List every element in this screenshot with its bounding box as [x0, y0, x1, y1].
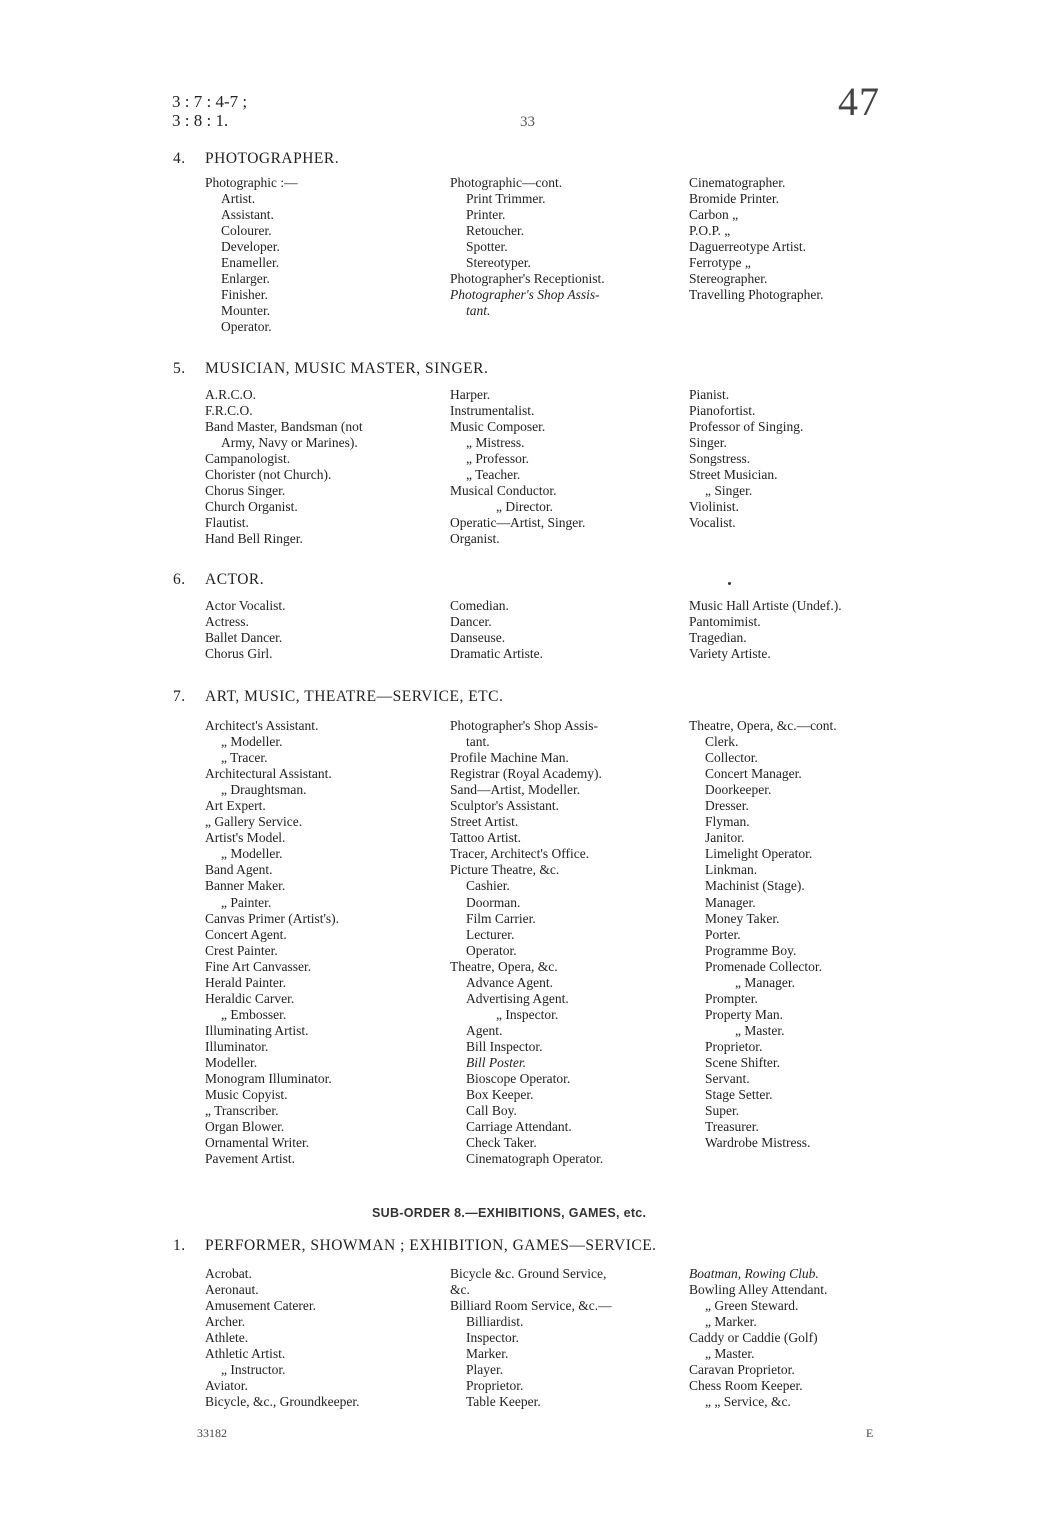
occupation-entry: „ Gallery Service.: [205, 814, 303, 830]
section-title: MUSICIAN, MUSIC MASTER, SINGER.: [205, 360, 489, 377]
column-1: [205, 598, 286, 662]
occupation-entry: Athlete.: [205, 1330, 249, 1346]
footer-print-number: 33182: [197, 1426, 227, 1440]
occupation-entry: Proprietor.: [466, 1378, 524, 1394]
occupation-entry: Ferrotype „: [689, 255, 751, 271]
occupation-entry: Banner Maker.: [205, 878, 286, 894]
occupation-entry: Property Man.: [705, 1006, 783, 1022]
occupation-entry: Finisher.: [221, 287, 268, 303]
occupation-entry: Machinist (Stage).: [705, 878, 805, 894]
section-number: 1.: [173, 1237, 186, 1254]
occupation-entry: „ Singer.: [705, 483, 753, 499]
occupation-entry: Cashier.: [466, 878, 510, 894]
column-2: [450, 1266, 612, 1410]
occupation-entry: „ Marker.: [705, 1314, 757, 1330]
occupation-entry: Proprietor.: [705, 1038, 763, 1054]
occupation-entry: Harper.: [450, 387, 491, 402]
occupation-entry: „ Green Steward.: [705, 1298, 799, 1314]
occupation-entry: Singer.: [689, 435, 727, 451]
occupation-entry: Acrobat.: [205, 1266, 252, 1281]
occupation-entry: Box Keeper.: [466, 1087, 534, 1103]
column-3: [689, 1266, 827, 1410]
occupation-entry: Illuminator.: [205, 1038, 269, 1054]
occupation-entry: Athletic Artist.: [205, 1346, 286, 1362]
occupation-entry: „ Painter.: [221, 894, 272, 910]
occupation-entry: Comedian.: [450, 598, 509, 613]
occupation-entry: Picture Theatre, &c.: [450, 862, 560, 878]
occupation-entry: Daguerreotype Artist.: [689, 239, 806, 255]
occupation-entry: „ Transcriber.: [205, 1103, 279, 1119]
occupation-entry: Bill Inspector.: [466, 1038, 543, 1054]
occupation-entry: Assistant.: [221, 207, 274, 223]
section-number: 6.: [173, 571, 186, 588]
occupation-entry: Ballet Dancer.: [205, 630, 283, 646]
occupation-entry: Music Composer.: [450, 419, 546, 435]
occupation-entry: Band Agent.: [205, 862, 273, 878]
section-heading-performer-showman: [173, 1237, 657, 1255]
occupation-entry: Collector.: [705, 750, 758, 766]
stray-dot: [728, 582, 731, 585]
occupation-entry: Photographic :—: [205, 175, 298, 190]
handwritten-page-stamp: 47: [838, 79, 880, 124]
occupation-entry: Actress.: [205, 614, 249, 630]
occupation-entry: Actor Vocalist.: [205, 598, 286, 613]
occupation-entry: „ Embosser.: [221, 1006, 287, 1022]
occupation-entry: Boatman, Rowing Club.: [689, 1266, 819, 1281]
occupation-entry: tant.: [466, 734, 490, 750]
occupation-entry: Doorkeeper.: [705, 782, 772, 798]
occupation-entry: „ Mistress.: [466, 435, 525, 451]
occupation-entry: Billiardist.: [466, 1314, 524, 1330]
occupation-entry: Pianist.: [689, 387, 730, 402]
occupation-entry: „ Teacher.: [466, 467, 521, 483]
occupation-entry: Music Hall Artiste (Undef.).: [689, 598, 842, 613]
occupation-entry: Limelight Operator.: [705, 846, 813, 862]
section-heading-musician: [173, 360, 488, 378]
occupation-entry: Operator.: [466, 942, 517, 958]
occupation-entry: &c.: [450, 1282, 470, 1298]
occupation-entry: „ Master.: [735, 1022, 785, 1038]
occupation-entry: Pavement Artist.: [205, 1151, 295, 1167]
occupation-entry: Art Expert.: [205, 798, 266, 814]
occupation-entry: Enlarger.: [221, 271, 270, 287]
occupation-entry: Ornamental Writer.: [205, 1135, 310, 1151]
occupation-entry: Operator.: [221, 319, 272, 335]
occupation-entry: Linkman.: [705, 862, 758, 878]
occupation-entry: Marker.: [466, 1346, 509, 1362]
occupation-entry: Photographic—cont.: [450, 175, 563, 190]
occupation-entry: Canvas Primer (Artist's).: [205, 910, 340, 926]
column-1: [205, 1266, 359, 1410]
occupation-entry: Caravan Proprietor.: [689, 1362, 795, 1378]
page-number: 33: [520, 114, 535, 130]
occupation-entry: Architectural Assistant.: [205, 766, 332, 782]
occupation-entry: Inspector.: [466, 1330, 519, 1346]
column-1: [205, 175, 298, 335]
occupation-entry: Chorister (not Church).: [205, 467, 332, 483]
occupation-entry: Campanologist.: [205, 451, 291, 467]
occupation-entry: Wardrobe Mistress.: [705, 1135, 811, 1151]
occupation-entry: Vocalist.: [689, 515, 736, 531]
section-number: 5.: [173, 360, 186, 377]
section-heading-actor: [173, 571, 264, 589]
reference-line-1: 3 : 7 : 4-7 ;: [172, 92, 248, 111]
occupation-entry: Tattoo Artist.: [450, 830, 522, 846]
occupation-entry: Church Organist.: [205, 499, 298, 515]
occupation-entry: Player.: [466, 1362, 504, 1378]
occupation-entry: „ Modeller.: [221, 734, 283, 750]
occupation-entry: Architect's Assistant.: [205, 718, 319, 733]
occupation-entry: Professor of Singing.: [689, 419, 804, 435]
occupation-entry: Stage Setter.: [705, 1087, 773, 1103]
occupation-entry: Print Trimmer.: [466, 191, 546, 207]
occupation-entry: Army, Navy or Marines).: [221, 435, 358, 451]
section-title: PHOTOGRAPHER.: [205, 150, 340, 167]
occupation-entry: Advertising Agent.: [466, 990, 569, 1006]
occupation-entry: Prompter.: [705, 990, 758, 1006]
section-title: ACTOR.: [205, 571, 265, 588]
occupation-entry: Street Artist.: [450, 814, 519, 830]
occupation-entry: Film Carrier.: [466, 910, 536, 926]
occupation-entry: Sand—Artist, Modeller.: [450, 782, 581, 798]
occupation-entry: Organ Blower.: [205, 1119, 285, 1135]
occupation-entry: F.R.C.O.: [205, 403, 253, 419]
occupation-entry: P.O.P. „: [689, 223, 731, 239]
occupation-entry: Lecturer.: [466, 926, 515, 942]
column-3: [689, 175, 824, 303]
occupation-entry: „ Director.: [496, 499, 553, 515]
occupation-entry: Agent.: [466, 1022, 503, 1038]
occupation-entry: Chorus Girl.: [205, 646, 273, 662]
occupation-entry: Artist's Model.: [205, 830, 286, 846]
occupation-entry: Travelling Photographer.: [689, 287, 824, 303]
column-3: [689, 598, 842, 662]
section-title: PERFORMER, SHOWMAN ; EXHIBITION, GAMES—SERVICE.: [205, 1237, 657, 1254]
column-1: [205, 718, 339, 1167]
occupation-entry: Carbon „: [689, 207, 739, 223]
occupation-entry: Programme Boy.: [705, 942, 797, 958]
occupation-entry: „ Manager.: [735, 974, 795, 990]
occupation-entry: Bicycle &c. Ground Service,: [450, 1266, 607, 1281]
occupation-entry: Money Taker.: [705, 910, 780, 926]
occupation-entry: Hand Bell Ringer.: [205, 531, 303, 547]
suborder-heading: SUB-ORDER 8.—EXHIBITIONS, GAMES, etc.: [372, 1206, 647, 1220]
occupation-entry: Table Keeper.: [466, 1394, 541, 1410]
occupation-entry: Bicycle, &c., Groundkeeper.: [205, 1394, 360, 1410]
occupation-entry: Fine Art Canvasser.: [205, 958, 312, 974]
column-2: [450, 598, 543, 662]
column-2: [450, 718, 603, 1167]
occupation-entry: Registrar (Royal Academy).: [450, 766, 602, 782]
occupation-entry: Bioscope Operator.: [466, 1071, 571, 1087]
occupation-entry: Violinist.: [689, 499, 739, 515]
occupation-entry: Crest Painter.: [205, 942, 278, 958]
occupation-entry: Mounter.: [221, 303, 271, 319]
occupation-entry: Stereotyper.: [466, 255, 531, 271]
occupation-entry: Cinematographer.: [689, 175, 786, 190]
occupation-entry: Sculptor's Assistant.: [450, 798, 559, 814]
column-2: [450, 387, 585, 547]
occupation-entry: Illuminating Artist.: [205, 1022, 309, 1038]
occupation-entry: Concert Manager.: [705, 766, 802, 782]
occupation-entry: Songstress.: [689, 451, 751, 467]
occupation-entry: Scene Shifter.: [705, 1054, 780, 1070]
occupation-entry: Tracer, Architect's Office.: [450, 846, 590, 862]
occupation-entry: Bill Poster.: [466, 1054, 526, 1070]
occupation-entry: tant.: [466, 303, 491, 319]
occupation-entry: „ Inspector.: [496, 1006, 559, 1022]
occupation-entry: Concert Agent.: [205, 926, 287, 942]
occupation-entry: Danseuse.: [450, 630, 506, 646]
occupation-entry: Cinematograph Operator.: [466, 1151, 604, 1167]
occupation-entry: Pianofortist.: [689, 403, 756, 419]
occupation-entry: Call Boy.: [466, 1103, 517, 1119]
occupation-entry: Servant.: [705, 1071, 750, 1087]
occupation-entry: Organist.: [450, 531, 500, 547]
occupation-entry: Archer.: [205, 1314, 246, 1330]
reference-code: [172, 92, 247, 130]
occupation-entry: Super.: [705, 1103, 740, 1119]
section-heading-photographer: [173, 150, 339, 168]
occupation-entry: Retoucher.: [466, 223, 525, 239]
section-number: 4.: [173, 150, 186, 167]
occupation-entry: Modeller.: [205, 1054, 258, 1070]
occupation-entry: Theatre, Opera, &c.: [450, 958, 558, 974]
footer-signature-letter: E: [866, 1426, 874, 1440]
occupation-entry: Amusement Caterer.: [205, 1298, 316, 1314]
occupation-entry: Photographer's Shop Assis-: [450, 718, 598, 733]
occupation-entry: Flautist.: [205, 515, 249, 531]
occupation-entry: Instrumentalist.: [450, 403, 535, 419]
occupation-entry: Photographer's Shop Assis-: [450, 287, 600, 303]
occupation-entry: Photographer's Receptionist.: [450, 271, 605, 287]
reference-line-2: 3 : 8 : 1.: [172, 111, 229, 130]
occupation-entry: Billiard Room Service, &c.—: [450, 1298, 612, 1314]
occupation-entry: „ „ Service, &c.: [705, 1394, 791, 1410]
occupation-entry: Dramatic Artiste.: [450, 646, 543, 662]
occupation-entry: Music Copyist.: [205, 1087, 288, 1103]
occupation-entry: Tragedian.: [689, 630, 747, 646]
occupation-entry: Pantomimist.: [689, 614, 761, 630]
column-3: [689, 718, 837, 1151]
occupation-entry: Bowling Alley Attendant.: [689, 1282, 828, 1298]
section-heading-art-music-theatre: [173, 688, 503, 706]
occupation-entry: Porter.: [705, 926, 741, 942]
section-number: 7.: [173, 688, 186, 705]
occupation-entry: Dancer.: [450, 614, 492, 630]
occupation-entry: „ Draughtsman.: [221, 782, 307, 798]
occupation-entry: Check Taker.: [466, 1135, 537, 1151]
occupation-entry: Theatre, Opera, &c.—cont.: [689, 718, 837, 733]
occupation-entry: Chorus Singer.: [205, 483, 286, 499]
section-title: ART, MUSIC, THEATRE—SERVICE, ETC.: [205, 688, 504, 705]
occupation-entry: Dresser.: [705, 798, 749, 814]
occupation-entry: Manager.: [705, 894, 756, 910]
occupation-entry: Enameller.: [221, 255, 280, 271]
occupation-entry: Advance Agent.: [466, 974, 553, 990]
occupation-entry: „ Tracer.: [221, 750, 268, 766]
occupation-entry: Monogram Illuminator.: [205, 1071, 332, 1087]
occupation-entry: Heraldic Carver.: [205, 990, 295, 1006]
occupation-entry: Profile Machine Man.: [450, 750, 569, 766]
occupation-entry: Band Master, Bandsman (not: [205, 419, 363, 435]
column-2: [450, 175, 605, 319]
occupation-entry: Carriage Attendant.: [466, 1119, 572, 1135]
occupation-entry: Treasurer.: [705, 1119, 759, 1135]
occupation-entry: Aeronaut.: [205, 1282, 259, 1298]
occupation-entry: Spotter.: [466, 239, 508, 255]
occupation-entry: Clerk.: [705, 734, 739, 750]
occupation-entry: Colourer.: [221, 223, 272, 239]
occupation-entry: Promenade Collector.: [705, 958, 822, 974]
occupation-entry: Operatic—Artist, Singer.: [450, 515, 586, 531]
occupation-entry: Caddy or Caddie (Golf): [689, 1330, 818, 1346]
occupation-entry: Printer.: [466, 207, 506, 223]
occupation-entry: Chess Room Keeper.: [689, 1378, 803, 1394]
occupation-entry: Aviator.: [205, 1378, 248, 1394]
occupation-entry: Artist.: [221, 191, 256, 207]
occupation-entry: „ Modeller.: [221, 846, 283, 862]
occupation-entry: Bromide Printer.: [689, 191, 779, 207]
occupation-entry: Doorman.: [466, 894, 521, 910]
column-3: [689, 387, 803, 531]
occupation-entry: Janitor.: [705, 830, 745, 846]
occupation-entry: A.R.C.O.: [205, 387, 257, 402]
occupation-entry: Flyman.: [705, 814, 750, 830]
occupation-entry: Developer.: [221, 239, 280, 255]
occupation-entry: „ Master.: [705, 1346, 755, 1362]
occupation-entry: Musical Conductor.: [450, 483, 557, 499]
occupation-entry: Street Musician.: [689, 467, 778, 483]
occupation-entry: Variety Artiste.: [689, 646, 771, 662]
column-1: [205, 387, 363, 547]
occupation-entry: „ Instructor.: [221, 1362, 286, 1378]
occupation-entry: Herald Painter.: [205, 974, 286, 990]
occupation-entry: Stereographer.: [689, 271, 768, 287]
occupation-entry: „ Professor.: [466, 451, 529, 467]
